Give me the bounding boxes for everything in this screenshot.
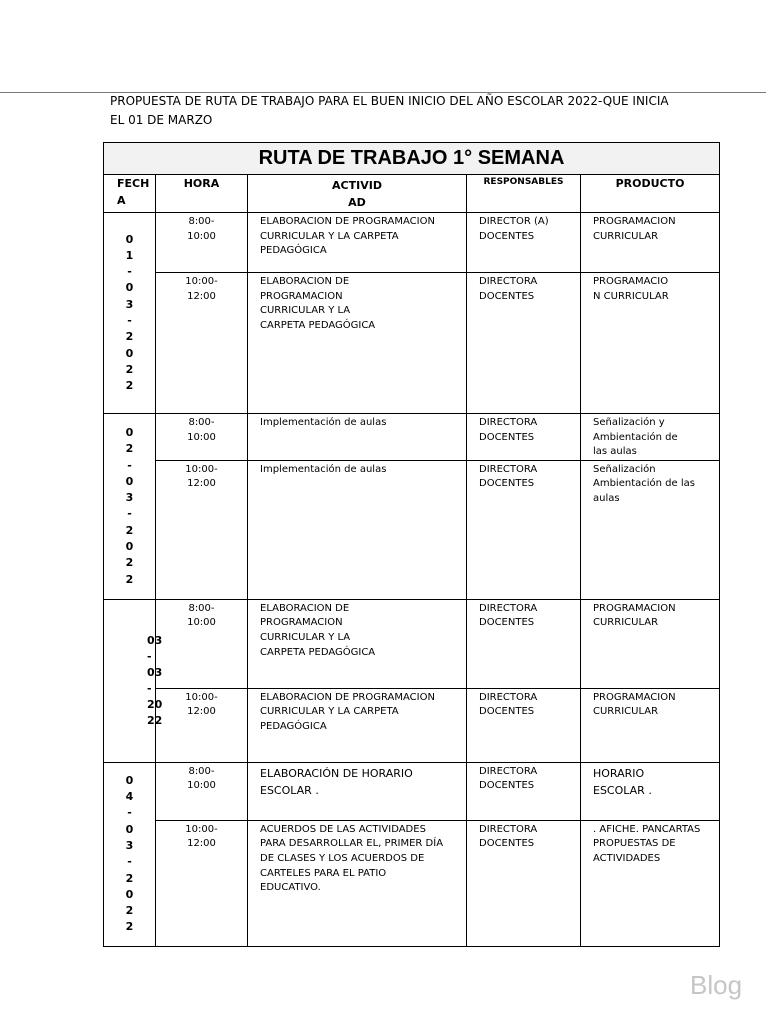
hora-cell	[156, 414, 248, 461]
date-char: 2	[125, 379, 134, 393]
actividad-cell	[248, 599, 467, 688]
actividad-line: PEDAGÓGICA	[260, 720, 327, 732]
work-route-table	[103, 142, 720, 947]
hora-cell	[156, 273, 248, 414]
hora-line: 8:00-	[188, 417, 215, 428]
producto-line: HORARIO	[593, 766, 645, 780]
blog-watermark: Blog	[690, 970, 743, 1000]
actividad-cell	[248, 762, 467, 820]
date-char: 0	[125, 281, 134, 295]
responsables-line: DOCENTES	[479, 290, 535, 302]
actividad-line: ESCOLAR .	[260, 783, 319, 797]
date-char: 0	[125, 346, 134, 360]
actividad-line: CURRICULAR Y LA	[260, 305, 351, 317]
producto-line: las aulas	[593, 446, 637, 458]
responsables-cell	[467, 273, 581, 414]
date-char: -	[127, 507, 132, 521]
producto-line: CURRICULAR	[593, 230, 659, 242]
date-cell-3	[104, 762, 156, 946]
date-char: 0	[125, 887, 134, 901]
header-producto-label: PRODUCTO	[615, 177, 685, 190]
producto-line: CURRICULAR	[593, 706, 659, 718]
responsables-line: DIRECTORA	[479, 276, 538, 287]
date-char: -	[147, 681, 152, 695]
hora-line: 12:00	[187, 706, 216, 718]
actividad-line: CURRICULAR Y LA	[260, 631, 351, 643]
date-char: 0	[125, 822, 134, 836]
date-char: -	[127, 806, 132, 820]
date-char: -	[127, 314, 132, 327]
producto-line: PROGRAMACION	[593, 691, 676, 703]
hora-cell	[156, 213, 248, 273]
hora-cell	[156, 460, 248, 599]
responsables-cell	[467, 820, 581, 946]
responsables-line: DIRECTORA	[479, 417, 538, 428]
hora-line: 12:00	[187, 478, 216, 490]
date-char: 1	[125, 248, 134, 262]
date-char: 22	[147, 713, 163, 727]
hora-line: 8:00-	[188, 602, 215, 614]
date-char: 2	[125, 523, 134, 537]
producto-line: PROGRAMACION	[593, 602, 676, 614]
table-title: RUTA DE TRABAJO 1° SEMANA	[104, 143, 720, 175]
responsables-cell	[467, 599, 581, 688]
header-actividad-line-1: ACTIVID	[332, 179, 382, 192]
producto-line: Señalización	[593, 463, 656, 475]
actividad-line: EDUCATIVO.	[260, 882, 321, 894]
schedule-sheet	[103, 142, 719, 942]
table-row	[104, 762, 720, 820]
header-actividad	[248, 175, 467, 213]
actividad-line: DE CLASES Y LOS ACUERDOS DE	[260, 852, 425, 864]
header-actividad-line-2: AD	[348, 196, 366, 209]
hora-line: 12:00	[187, 838, 216, 850]
hora-line: 12:00	[187, 290, 216, 302]
producto-cell	[581, 762, 720, 820]
date-char: 2	[125, 362, 134, 376]
producto-cell	[581, 460, 720, 599]
responsables-line: DIRECTORA	[479, 691, 538, 703]
hora-line: 8:00-	[188, 216, 215, 227]
date-char: 3	[125, 491, 134, 505]
producto-line: Ambientación de	[593, 431, 678, 443]
header-producto	[581, 175, 720, 213]
date-char: 20	[147, 697, 163, 711]
date-char: 2	[125, 556, 134, 570]
date-char: 2	[125, 442, 134, 456]
responsables-cell	[467, 688, 581, 762]
producto-cell	[581, 688, 720, 762]
producto-line: CURRICULAR	[593, 617, 659, 629]
intro-text	[110, 92, 670, 130]
producto-line: PROGRAMACIO	[593, 276, 669, 287]
date-char: -	[147, 649, 152, 663]
producto-cell	[581, 414, 720, 461]
responsables-line: DOCENTES	[479, 617, 535, 629]
date-cell-2	[104, 599, 163, 762]
actividad-cell	[248, 213, 467, 273]
producto-line: ESCOLAR .	[593, 783, 652, 797]
producto-cell	[581, 599, 720, 688]
actividad-line: ELABORACIÓN DE HORARIO	[260, 766, 413, 780]
date-char: 0	[125, 539, 134, 553]
date-cell-0	[104, 213, 156, 414]
hora-line: 10:00	[187, 431, 216, 443]
actividad-line: CARPETA PEDAGÓGICA	[260, 646, 376, 658]
date-char: 0	[125, 232, 134, 246]
date-char: 03	[147, 665, 163, 679]
responsables-line: DOCENTES	[479, 478, 535, 490]
responsables-line: DOCENTES	[479, 838, 535, 850]
responsables-line: DOCENTES	[479, 706, 535, 718]
date-char: 4	[125, 790, 134, 804]
hora-line: 10:00	[187, 230, 216, 242]
actividad-cell	[248, 688, 467, 762]
actividad-line: ELABORACION DE	[260, 602, 350, 614]
hora-line: 10:00-	[185, 276, 218, 287]
date-char: 2	[125, 871, 134, 885]
actividad-line: CURRICULAR Y LA CARPETA	[260, 230, 399, 242]
header-fecha-line-1: FECH	[117, 177, 150, 190]
date-char: 0	[125, 425, 134, 439]
header-fecha-line-2: A	[117, 194, 126, 207]
actividad-line: ELABORACION DE PROGRAMACION	[260, 691, 435, 703]
actividad-cell	[248, 460, 467, 599]
date-cell-1	[104, 414, 156, 600]
date-char: 3	[125, 297, 134, 311]
actividad-cell	[248, 820, 467, 946]
date-char: -	[127, 458, 132, 472]
header-row	[104, 175, 720, 213]
intro-line-2: EL 01 DE MARZO	[110, 113, 213, 127]
header-hora	[156, 175, 248, 213]
actividad-line: PROGRAMACION	[260, 617, 343, 629]
table-row	[104, 820, 720, 946]
actividad-line: CURRICULAR Y LA CARPETA	[260, 706, 399, 718]
actividad-line: PEDAGÓGICA	[260, 245, 327, 257]
responsables-line: DOCENTES	[479, 431, 535, 443]
actividad-line: CARTELES PARA EL PATIO	[260, 867, 387, 879]
responsables-line: DIRECTORA	[479, 602, 538, 614]
date-char: 2	[125, 920, 134, 934]
producto-cell	[581, 213, 720, 273]
intro-line-1: PROPUESTA DE RUTA DE TRABAJO PARA EL BUEN INICIO DEL AÑO ESCOLAR 2022-QUE INICIA	[110, 94, 669, 108]
producto-line: PROPUESTAS DE	[593, 838, 676, 850]
responsables-cell	[467, 213, 581, 273]
responsables-line: DOCENTES	[479, 780, 535, 792]
table-row	[104, 599, 720, 688]
actividad-line: ACUERDOS DE LAS ACTIVIDADES	[260, 823, 426, 835]
responsables-line: DIRECTOR (A)	[479, 216, 549, 227]
actividad-cell	[248, 273, 467, 414]
actividad-line: PARA DESARROLLAR EL, PRIMER DÍA	[260, 838, 444, 850]
actividad-line: Implementación de aulas	[260, 463, 387, 475]
table-row	[104, 213, 720, 273]
table-row	[104, 273, 720, 414]
responsables-line: DIRECTORA	[479, 765, 538, 777]
date-char: 0	[125, 773, 134, 787]
header-hora-label: HORA	[183, 177, 220, 190]
responsables-line: DIRECTORA	[479, 823, 538, 835]
responsables-line: DIRECTORA	[479, 463, 538, 475]
actividad-line: ELABORACION DE	[260, 276, 350, 287]
responsables-cell	[467, 414, 581, 461]
date-char: -	[127, 855, 132, 869]
responsables-cell	[467, 762, 581, 820]
hora-cell	[156, 820, 248, 946]
producto-cell	[581, 273, 720, 414]
hora-cell	[156, 688, 248, 762]
producto-line: Ambientación de las	[593, 478, 695, 490]
table-row	[104, 688, 720, 762]
producto-line: aulas	[593, 492, 620, 504]
hora-line: 10:00	[187, 780, 216, 792]
header-responsables: RESPONSABLES	[467, 175, 581, 213]
hora-cell	[156, 762, 248, 820]
responsables-cell	[467, 460, 581, 599]
table-row	[104, 414, 720, 461]
date-char: 2	[125, 904, 134, 918]
header-fecha	[104, 175, 156, 213]
actividad-line: PROGRAMACION	[260, 290, 343, 302]
table-row	[104, 460, 720, 599]
actividad-line: CARPETA PEDAGÓGICA	[260, 319, 376, 331]
hora-line: 10:00-	[185, 823, 218, 835]
producto-line: PROGRAMACION	[593, 216, 676, 227]
actividad-cell	[248, 414, 467, 461]
hora-cell	[156, 599, 248, 688]
date-char: 03	[147, 633, 163, 647]
date-char: 2	[125, 572, 134, 586]
producto-line: . AFICHE. PANCARTAS	[593, 823, 701, 835]
date-char: -	[127, 265, 132, 279]
hora-line: 10:00	[187, 617, 216, 629]
producto-line: ACTIVIDADES	[593, 852, 661, 864]
date-char: 3	[125, 838, 134, 852]
hora-line: 8:00-	[188, 765, 215, 777]
actividad-line: ELABORACION DE PROGRAMACION	[260, 216, 435, 227]
producto-line: Señalización y	[593, 417, 665, 428]
hora-line: 10:00-	[185, 691, 218, 703]
producto-line: N CURRICULAR	[593, 290, 669, 302]
hora-line: 10:00-	[185, 463, 218, 475]
responsables-line: DOCENTES	[479, 230, 535, 242]
date-char: 0	[125, 474, 134, 488]
producto-cell	[581, 820, 720, 946]
date-char: 2	[125, 330, 134, 344]
actividad-line: Implementación de aulas	[260, 417, 387, 428]
